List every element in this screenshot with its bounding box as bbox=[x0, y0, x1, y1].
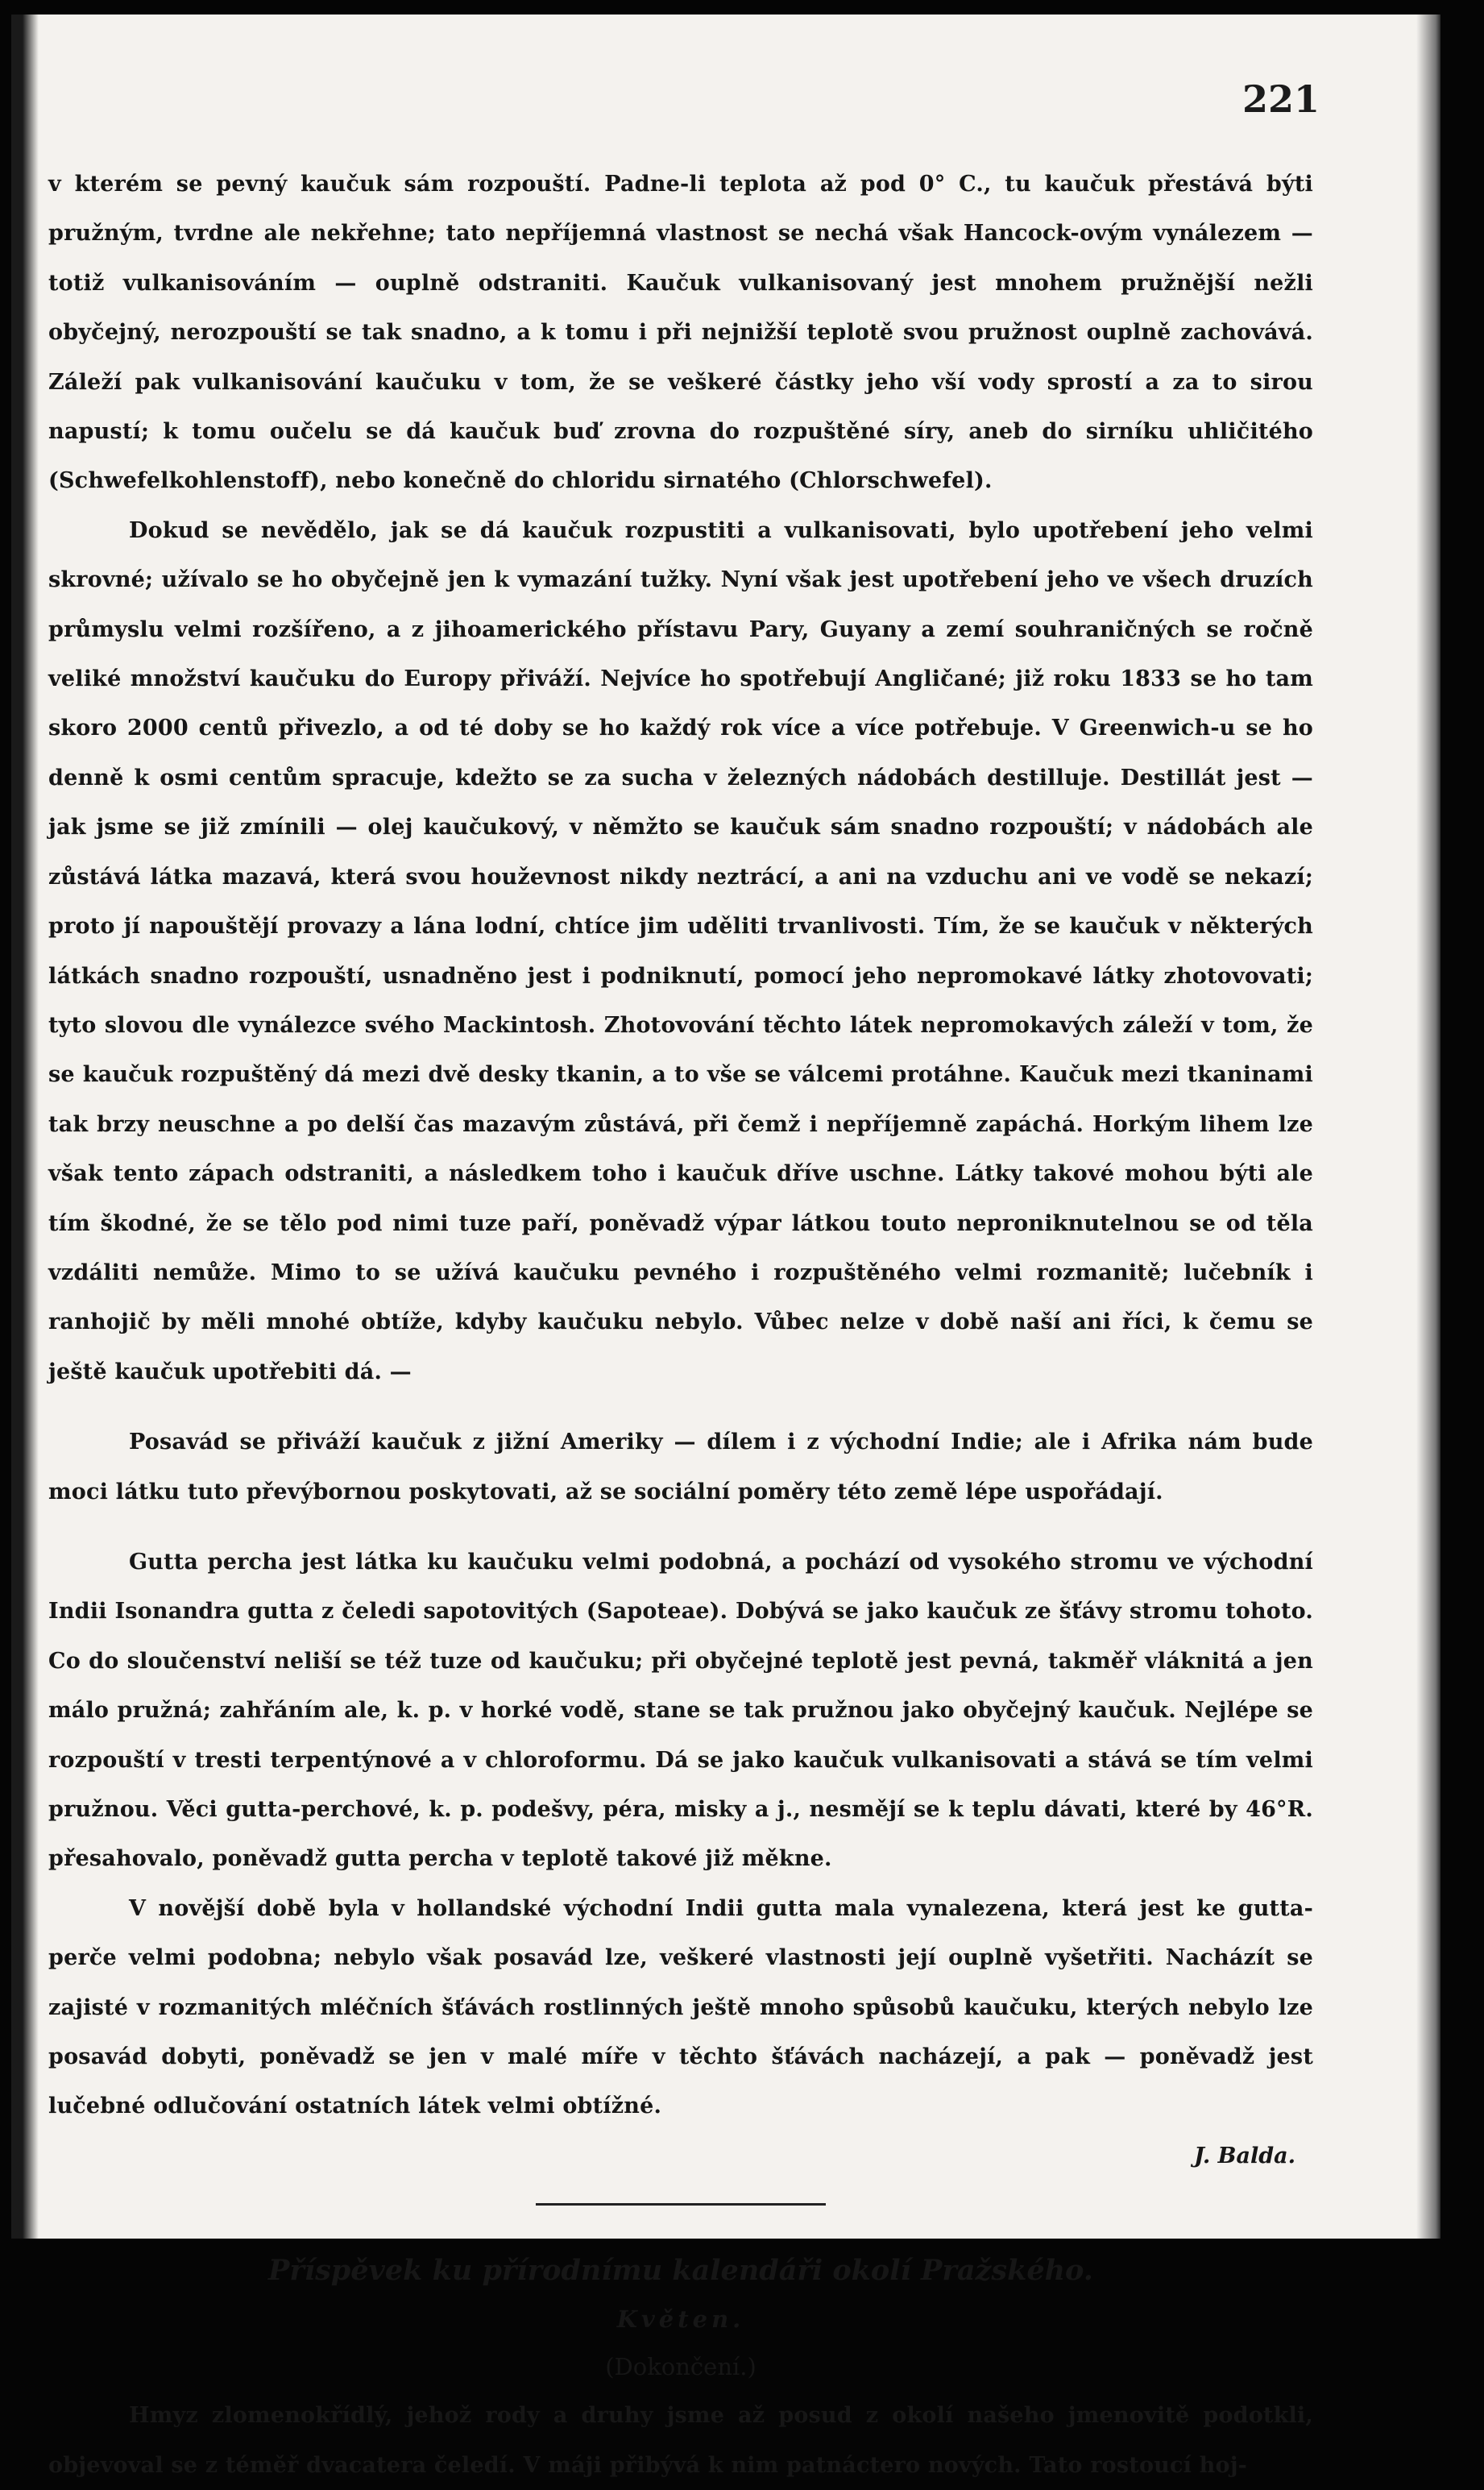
page-body bbox=[48, 160, 1313, 2490]
page-number: 221 bbox=[1242, 77, 1320, 121]
paragraph-rubber-uses: Dokud se nevědělo, jak se dá kaučuk rozpustiti a vulkanisovati, bylo upotřebení jeho velmi skrovné; užívalo se ho obyčejně jen k vymazání tužky. Nyní však jest upotřebení jeho ve všech druzích průmyslu velmi rozšířeno, a z jihoamerického přístavu Pary, Guyany a zemí souhraničných se ročně veliké množství kaučuku do Europy přiváží. Nejvíce ho spotřebují Angličané; již roku 1833 se ho tam skoro 2000 centů přivezlo, a od té doby se ho každý rok více a více potřebuje. V Greenwich-u se ho denně k osmi centům spracuje, kdežto se za sucha v železných nádobách destilluje. Destillát jest — jak jsme se již zmínili — olej kaučukový, v němžto se kaučuk sám snadno rozpouští; v nádobách ale zůstává látka mazavá, která svou houževnost nikdy neztrácí, a ani na vzduchu ani ve vodě se nekazí; proto jí napouštějí provazy a lána lodní, chtíce jim uděliti trvanlivosti. Tím, že se kaučuk v některých látkách snadno rozpouští, usnadněno jest i podniknutí, pomocí jeho nepromokavé látky zhotovovati; tyto slovou dle vynálezce svého Mackintosh. Zhotovování těchto látek nepromokavých záleží v tom, že se kaučuk rozpuštěný dá mezi dvě desky tkanin, a to vše se válcemi protáhne. Kaučuk mezi tkaninami tak brzy neuschne a po delší čas mazavým zůstává, při čemž i nepříjemně zapáchá. Horkým lihem lze však tento zápach odstraniti, a následkem toho i kaučuk dříve uschne. Látky takové mohou býti ale tím škodné, že se tělo pod nimi tuze paří, poněvadž výpar látkou touto neproniknutelnou se od těla vzdáliti nemůže. Mimo to se užívá kaučuku pevného i rozpuštěného velmi rozmanitě; lučebník i ranhojič by měli mnohé obtíže, kdyby kaučuku nebylo. Vůbec nelze v době naší ani říci, k čemu se ještě kaučuk upotřebiti dá. — bbox=[48, 517, 1313, 1384]
paragraph-insects: Hmyz zlomenokřídlý, jehož rody a druhy jsme až posud z okolí našeho jmenovitě podotkli, objevoval se z téměř dvacatera čeledí. V máji přibývá k nim patnáctero nových. Tato rostoucí hoj- bbox=[48, 2403, 1313, 2478]
book-page bbox=[11, 15, 1440, 2478]
section-divider bbox=[536, 2203, 826, 2206]
article-title: Příspěvek ku přírodnímu kalendáři okolí Pražského. bbox=[268, 2254, 1093, 2288]
paragraph-gap bbox=[48, 1517, 1313, 1538]
paragraph-gutta-mala: V novější době byla v hollandské východní Indii gutta mala vynalezena, která jest ke gutta-perče velmi podobna; nebylo však posavád lze, veškeré vlastnosti její ouplně vyšetřiti. Nacházít se zajisté v rozmanitých mléčních šťávách rostlinných ještě mnoho spůsobů kaučuku, kterých nebylo lze posavád dobyti, poněvadž se jen v malé míře v těchto šťávách nacházejí, a pak — poněvadž jest lučebné odlučování ostatních látek velmi obtížné. bbox=[48, 1895, 1313, 2119]
paragraph-vulcanisation: v kterém se pevný kaučuk sám rozpouští. Padne-li teplota až pod 0° C., tu kaučuk přestává býti pružným, tvrdne ale nekřehne; tato nepříjemná vlastnost se nechá však Hancock-ovým vynálezem — totiž vulkanisováním — ouplně odstraniti. Kaučuk vulkanisovaný jest mnohem pružnější nežli obyčejný, nerozpouští se tak snadno, a k tomu i při nejnižší teplotě svou pružnost ouplně zachovává. Záleží pak vulkanisování kaučuku v tom, že se veškeré částky jeho vší vody sprostí a za to sirou napustí; k tomu oučelu se dá kaučuk buď zrovna do rozpuštěné síry, aneb do sirníku uhličitého (Schwefelkohlenstoff), nebo konečně do chloridu sirnatého (Chlorschwefel). bbox=[48, 172, 1313, 494]
article-continued-note: (Dokončení.) bbox=[605, 2353, 757, 2381]
paragraph-rubber-sources: Posavád se přiváží kaučuk z jižní Ameriky — dílem i z východní Indie; ale i Afrika nám bude moci látku tuto převýbornou poskytovati, až se sociální poměry této země lépe uspořádají. bbox=[48, 1430, 1313, 1504]
article-month: Květen. bbox=[616, 2305, 745, 2334]
author-signature: J. Balda. bbox=[1194, 2143, 1295, 2168]
paragraph-gap bbox=[48, 1396, 1313, 1417]
paragraph-gutta-percha: Gutta percha jest látka ku kaučuku velmi podobná, a pochází od vysokého stromu ve východní Indii Isonandra gutta z čeledi sapotovitých (Sapoteae). Dobývá se jako kaučuk ze šťávy stromu tohoto. Co do sloučenství neliší se též tuze od kaučuku; při obyčejné teplotě jest pevná, takměř vláknitá a jen málo pružná; zahřáním ale, k. p. v horké vodě, stane se tak pružnou jako obyčejný kaučuk. Nejlépe se rozpouští v tresti terpentýnové a v chloroformu. Dá se jako kaučuk vulkanisovati a stává se tím velmi pružnou. Věci gutta-perchové, k. p. podešvy, péra, misky a j., nesmějí se k teplu dávati, které by 46°R. přesahovalo, poněvadž gutta percha v teplotě takové již měkne. bbox=[48, 1549, 1313, 1872]
